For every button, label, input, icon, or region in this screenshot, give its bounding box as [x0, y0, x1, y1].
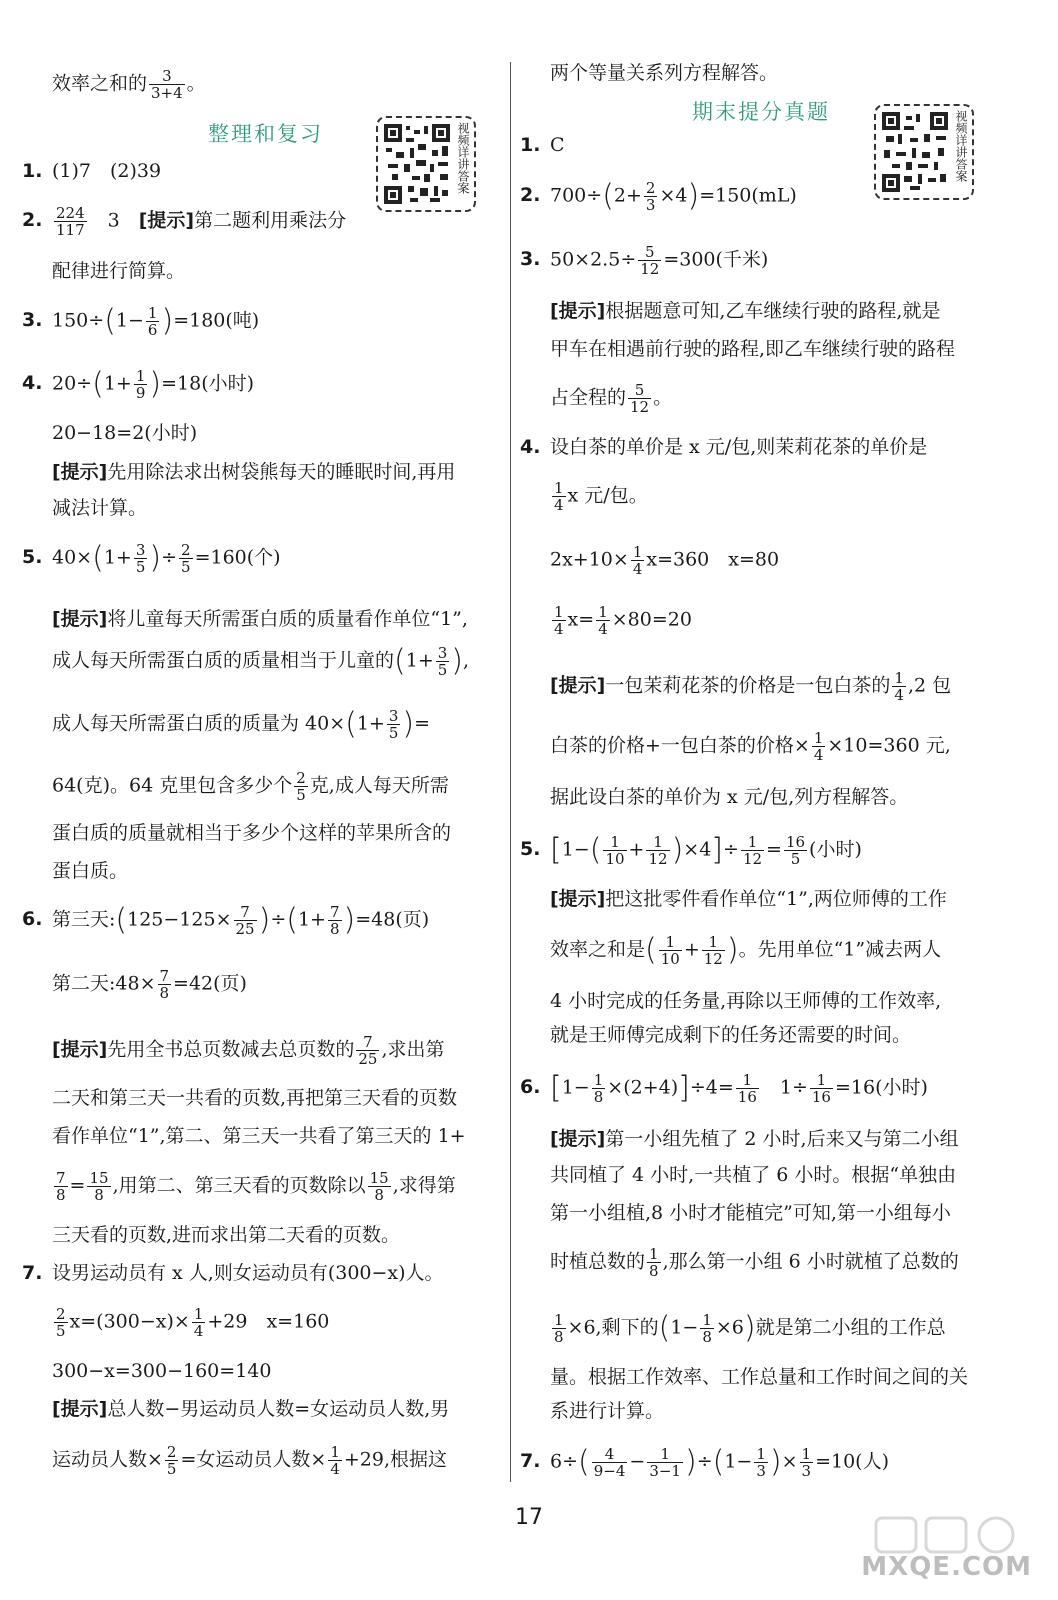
r-q4-line2: $\frac{1}{4}$ x 元/包。 — [554, 479, 648, 514]
r-q4-number: 4. — [520, 436, 541, 458]
qr-code-icon — [882, 112, 948, 192]
r-q3-tip: [提示]根据题意可知,乙车继续行驶的路程,就是 — [550, 300, 941, 322]
r-q4-line1: 设白茶的单价是 x 元/包,则茉莉花茶的单价是 — [550, 436, 928, 458]
q7-line1: 设男运动员有 x 人,则女运动员有(300−x)人。 — [52, 1262, 444, 1284]
q6-answer: 第三天:(125−125× $\frac{7}{25}$ )÷(1+ $\frac{7}{8}$ )=48(页) — [52, 902, 430, 938]
q7-number: 7. — [22, 1262, 43, 1284]
q5-tip-2: 成人每天所需蛋白质的质量相当于儿童的(1+ $\frac{3}{5}$ ), — [52, 643, 470, 679]
r-q4-tip-2: 白茶的价格+一包白茶的价格× $\frac{1}{4}$ ×10=360 元, — [550, 729, 951, 764]
r-q6-tip-2: 共同植了 4 小时,一共植了 6 小时。根据“单独由 — [550, 1164, 957, 1186]
r-q6-tip-4: 时植总数的 $\frac{1}{8}$ ,那么第一小组 6 小时就植了总数的 — [550, 1245, 959, 1280]
r-q4-tip-3: 据此设白茶的单价为 x 元/包,列方程解答。 — [550, 786, 909, 808]
q4-number: 4. — [22, 372, 43, 394]
qr-code-right[interactable] — [874, 104, 974, 200]
q2-answer: $\frac{224}{117}$ 3 [提示]第二题利用乘法分 — [56, 204, 347, 239]
r-q7-answer: 6÷( $\frac{4}{9-4}$ − $\frac{1}{3-1}$ )÷(1− $\frac{1}{3}$ )× $\frac{1}{3}$ =10(人) — [550, 1444, 890, 1480]
r-q6-number: 6. — [520, 1076, 541, 1098]
q5-number: 5. — [22, 546, 43, 568]
q2-number: 2. — [22, 209, 43, 231]
r-q6-tip-3: 第一小组植,8 小时才能植完”可知,第一小组每小 — [550, 1202, 951, 1224]
r-q6-tip: [提示]第一小组先植了 2 小时,后来又与第二小组 — [550, 1128, 959, 1150]
watermark-text: MXQE.COM — [861, 1552, 1032, 1582]
q5-answer: 40×(1+ $\frac{3}{5}$ )÷ $\frac{2}{5}$ =160(个) — [52, 540, 281, 576]
q5-tip-3: 成人每天所需蛋白质的质量为 40×(1+ $\frac{3}{5}$ )= — [52, 706, 431, 742]
qr-caption: 视频详讲答案 — [456, 122, 470, 194]
page-number: 17 — [515, 1505, 543, 1530]
r-q6-tip-5: $\frac{1}{8}$ ×6,剩下的(1− $\frac{1}{8}$ ×6)就是第二小组的工作总 — [554, 1310, 946, 1346]
q4-answer: 20÷(1+ $\frac{1}{9}$ )=18(小时) — [52, 366, 255, 402]
q5-tip-6: 蛋白质。 — [52, 860, 129, 882]
q5-tip: [提示]将儿童每天所需蛋白质的质量看作单位“1”, — [52, 608, 468, 630]
r-q5-number: 5. — [520, 838, 541, 860]
r-q7-number: 7. — [520, 1450, 541, 1472]
qr-caption: 视频详讲答案 — [954, 110, 968, 182]
q5-tip-4: 64(克)。64 克里包含多少个 $\frac{2}{5}$ 克,成人每天所需 — [52, 769, 449, 804]
r-q1-number: 1. — [520, 134, 541, 156]
r-q2-number: 2. — [520, 184, 541, 206]
right-top-line: 两个等量关系列方程解答。 — [550, 62, 779, 84]
r-q2-answer: 700÷(2+ $\frac{2}{3}$ ×4)=150(mL) — [550, 178, 797, 214]
q4-tip: [提示]先用除法求出树袋熊每天的睡眠时间,再用 — [52, 461, 456, 483]
r-q5-tip: [提示]把这批零件看作单位“1”,两位师傅的工作 — [550, 888, 947, 910]
r-q4-tip: [提示]一包茉莉花茶的价格是一包白茶的 $\frac{1}{4}$ ,2 包 — [550, 669, 952, 704]
r-q3-tip-2: 甲车在相遇前行驶的路程,即乙车继续行驶的路程 — [550, 338, 956, 360]
q6-tip-4: $\frac{7}{8}$ = $\frac{15}{8}$ ,用第二、第三天看的页数除以 $\frac{15}{8}$ ,求得第 — [56, 1169, 456, 1204]
r-q1-answer: C — [550, 134, 565, 156]
q5-tip-5: 蛋白质的质量就相当于多少个这样的苹果所含的 — [52, 822, 452, 844]
q3-number: 3. — [22, 309, 43, 331]
r-q5-tip-2: 效率之和是( $\frac{1}{10}$ + $\frac{1}{12}$ )。先用单位“1”减去两人 — [550, 932, 942, 968]
q6-number: 6. — [22, 908, 43, 930]
q6-tip-2: 二天和第三天一共看的页数,再把第三天看的页数 — [52, 1087, 458, 1109]
q6-tip: [提示]先用全书总页数减去总页数的 $\frac{7}{25}$ ,求出第 — [52, 1033, 445, 1068]
r-q4-line4: $\frac{1}{4}$ x= $\frac{1}{4}$ ×80=20 — [554, 603, 692, 638]
r-q5-tip-4: 就是王师傅完成剩下的任务还需要的时间。 — [550, 1024, 912, 1046]
q7-line2: $\frac{2}{5}$ x=(300−x)× $\frac{1}{4}$ +29 x=160 — [56, 1305, 330, 1340]
q2-tip-cont: 配律进行简算。 — [52, 260, 186, 282]
q7-tip-2: 运动员人数× $\frac{2}{5}$ =女运动员人数× $\frac{1}{4}$ +29,根据这 — [52, 1443, 447, 1478]
r-q5-answer: [1−( $\frac{1}{10}$ + $\frac{1}{12}$ )×4]÷ $\frac{1}{12}$ = $\frac{16}{5}$ (小时) — [550, 832, 862, 868]
r-q3-number: 3. — [520, 248, 541, 270]
q7-line3: 300−x=300−160=140 — [52, 1360, 272, 1382]
r-q6-answer: [1− $\frac{1}{8}$ ×(2+4)]÷4= $\frac{1}{16}$ 1÷ $\frac{1}{16}$ =16(小时) — [550, 1070, 928, 1106]
r-q3-answer: 50×2.5÷ $\frac{5}{12}$ =300(千米) — [550, 243, 769, 278]
r-q3-tip-3: 占全程的 $\frac{5}{12}$ 。 — [550, 381, 673, 416]
section-title-final: 期末提分真题 — [692, 100, 830, 124]
column-divider — [510, 62, 511, 1482]
r-q5-tip-3: 4 小时完成的任务量,再除以王师傅的工作效率, — [550, 990, 942, 1012]
q7-tip: [提示]总人数−男运动员人数=女运动员人数,男 — [52, 1398, 450, 1420]
q1-answer: (1)7 (2)39 — [52, 160, 162, 182]
qr-code-left[interactable] — [376, 116, 476, 212]
r-q6-tip-6: 量。根据工作效率、工作总量和工作时间之间的关 — [550, 1366, 969, 1388]
qr-code-icon — [384, 124, 450, 204]
q6-line2: 第二天:48× $\frac{7}{8}$ =42(页) — [52, 967, 247, 1002]
q6-tip-3: 看作单位“1”,第二、第三天一共看了第三天的 1+ — [52, 1125, 466, 1147]
section-title-review: 整理和复习 — [208, 122, 323, 146]
q1-number: 1. — [22, 160, 43, 182]
r-q4-line3: 2x+10× $\frac{1}{4}$ x=360 x=80 — [550, 543, 780, 578]
q4-tip-cont: 减法计算。 — [52, 497, 148, 519]
r-q6-tip-7: 系进行计算。 — [550, 1400, 665, 1422]
q3-answer: 150÷(1− $\frac{1}{6}$ )=180(吨) — [52, 303, 260, 339]
q4-line2: 20−18=2(小时) — [52, 422, 198, 444]
q6-tip-5: 三天看的页数,进而求出第二天看的页数。 — [52, 1224, 401, 1246]
intro-line: 效率之和的 $\frac{3}{3+4}$ 。 — [52, 67, 206, 102]
